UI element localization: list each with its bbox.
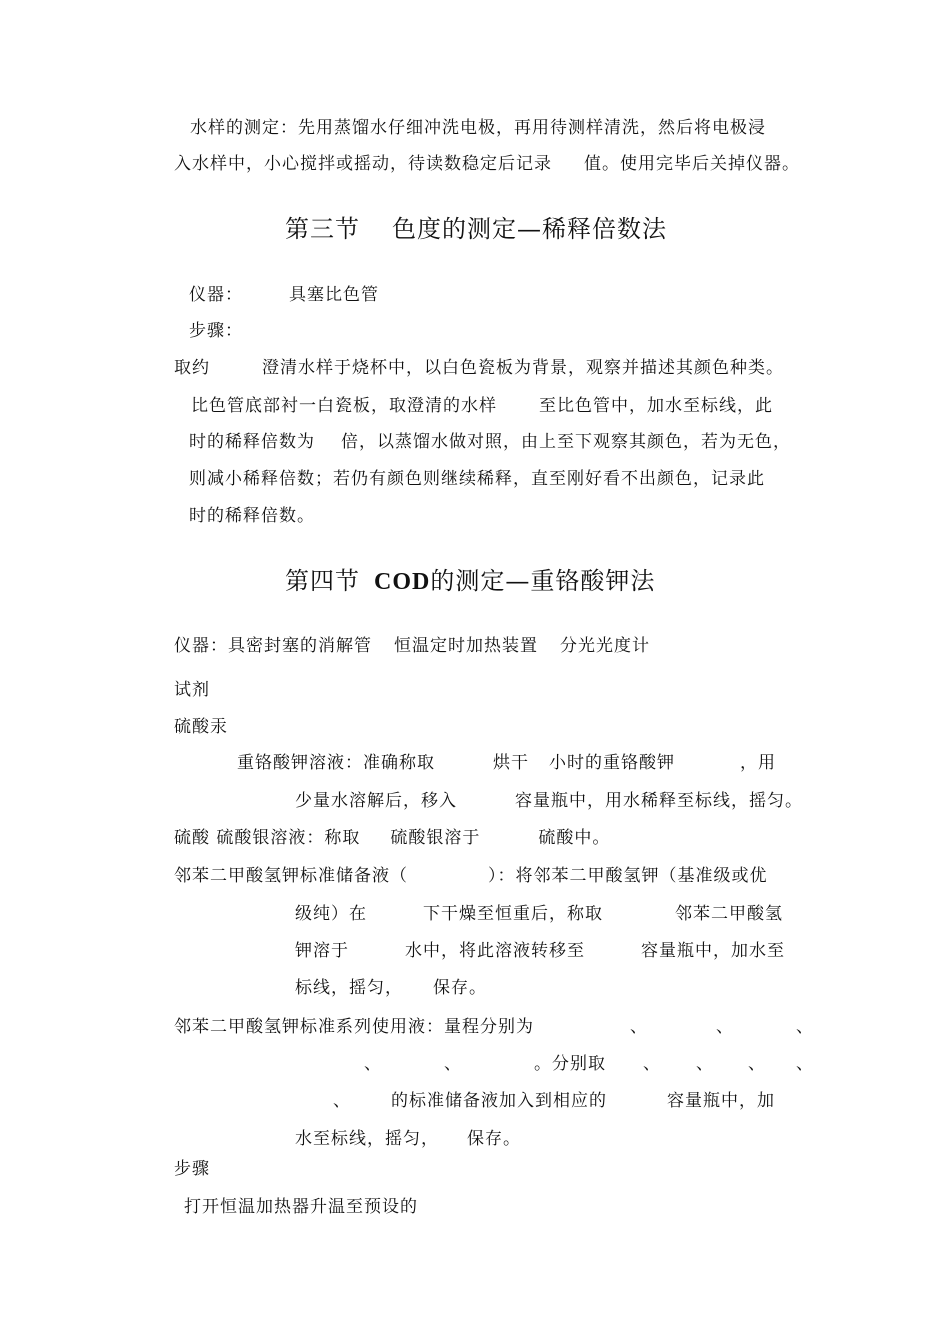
text-fragment: 保存。 — [433, 978, 487, 998]
reagent-line — [333, 1090, 775, 1112]
text-fragment: 邻苯二甲酸氢钾标准系列使用液：量程分别为 — [174, 1017, 534, 1037]
instrument-line — [174, 635, 650, 657]
reagents-label: 试剂 — [174, 680, 210, 700]
text-fragment: 硫酸 硫酸银溶液：称取 — [174, 828, 361, 848]
separator: 、 — [716, 1017, 734, 1037]
text-fragment: 邻苯二甲酸氢 — [675, 904, 783, 924]
reagent-line — [295, 977, 487, 999]
text-fragment: 容量瓶中，用水稀释至标线，摇匀。 — [515, 791, 803, 811]
text-fragment: 保存。 — [467, 1129, 521, 1149]
reagent-line — [295, 790, 803, 812]
reagent-line — [174, 827, 610, 849]
text-fragment: 少量水溶解后，移入 — [295, 791, 457, 811]
separator: 、 — [643, 1054, 661, 1074]
instrument-line — [189, 284, 379, 306]
text-fragment: 水至标线，摇匀， — [295, 1129, 439, 1149]
text-fragment: 级纯）在 — [295, 904, 367, 924]
text-fragment: 的标准储备液加入到相应的 — [391, 1091, 607, 1111]
text-fragment: 分光光度计 — [560, 636, 650, 656]
text-fragment: 重铬酸钾溶液：准确称取 — [237, 753, 435, 773]
section-title: 的测定—重铬酸钾法 — [430, 567, 656, 595]
reagent-line — [295, 1128, 521, 1150]
text-fragment: 、 — [333, 1091, 351, 1111]
reagent-line — [174, 1016, 534, 1038]
text-fragment: 值。使用完毕后关掉仪器。 — [584, 154, 800, 174]
text-line — [174, 153, 800, 175]
text-fragment: 时的稀释倍数为 — [189, 432, 315, 452]
instrument-value: 具塞比色管 — [289, 285, 379, 305]
text-fragment: 澄清水样于烧杯中，以白色瓷板为背景，观察并描述其颜色种类。 — [262, 358, 784, 378]
separator: 、 — [796, 1054, 814, 1074]
text-line: 打开恒温加热器升温至预设的 — [184, 1197, 418, 1217]
text-line — [191, 395, 773, 417]
text-fragment: 硫酸银溶于 — [390, 828, 481, 848]
text-fragment: 钾溶于 — [295, 941, 349, 961]
text-fragment: 倍，以蒸馏水做对照，由上至下观察其颜色，若为无色， — [341, 432, 791, 452]
section-title: 色度的测定—稀释倍数法 — [392, 215, 667, 243]
separator: 、 — [444, 1054, 462, 1074]
text-line — [174, 357, 784, 379]
text-fragment: 恒温定时加热装置 — [394, 636, 538, 656]
reagent-line — [295, 940, 785, 962]
separator: 、 — [630, 1017, 648, 1037]
text-fragment: 下干燥至恒重后，称取 — [423, 904, 603, 924]
text-fragment: 硫酸中。 — [538, 828, 611, 848]
separator: 、 — [748, 1054, 766, 1074]
text-fragment: 。分别取 — [534, 1054, 606, 1074]
text-fragment: 仪器：具密封塞的消解管 — [174, 636, 372, 656]
cod-abbr: COD — [374, 569, 431, 595]
reagent-line: 硫酸汞 — [174, 717, 228, 737]
section-heading — [285, 214, 667, 244]
steps-label: 步骤： — [189, 321, 243, 341]
separator: 、 — [364, 1054, 382, 1074]
reagent-line — [174, 865, 768, 887]
text-fragment: ）：将邻苯二甲酸氢钾（基准级或优 — [488, 866, 768, 886]
text-fragment: ，用 — [740, 753, 776, 773]
separator: 、 — [796, 1017, 814, 1037]
steps-label: 步骤 — [174, 1159, 210, 1179]
text-fragment: 水中，将此溶液转移至 — [405, 941, 585, 961]
text-fragment: 邻苯二甲酸氢钾标准储备液（ — [174, 866, 408, 886]
text-line: 时的稀释倍数。 — [189, 506, 315, 526]
separator: 、 — [696, 1054, 714, 1074]
text-fragment: 比色管底部衬一白瓷板，取澄清的水样 — [191, 396, 497, 416]
text-fragment: 烘干 — [493, 753, 529, 773]
reagent-line — [295, 903, 783, 925]
section-heading — [285, 566, 655, 597]
text-line — [189, 431, 791, 453]
reagent-line — [237, 752, 776, 774]
text-fragment: 至比色管中，加水至标线，此 — [539, 396, 773, 416]
section-number: 第三节 — [285, 215, 360, 243]
text-line: 则减小稀释倍数；若仍有颜色则继续稀释，直至刚好看不出颜色，记录此 — [189, 469, 765, 489]
section-number: 第四节 — [285, 567, 360, 595]
text-line: 水样的测定：先用蒸馏水仔细冲洗电极，再用待测样清洗，然后将电极浸 — [190, 118, 766, 138]
text-fragment: 容量瓶中，加 — [667, 1091, 775, 1111]
text-fragment: 标线，摇匀， — [295, 978, 403, 998]
text-fragment: 小时的重铬酸钾 — [549, 753, 675, 773]
instrument-label: 仪器： — [189, 285, 243, 305]
text-fragment: 取约 — [174, 358, 210, 378]
text-fragment: 容量瓶中，加水至 — [641, 941, 785, 961]
text-fragment: 入水样中，小心搅拌或摇动，待读数稳定后记录 — [174, 154, 552, 174]
